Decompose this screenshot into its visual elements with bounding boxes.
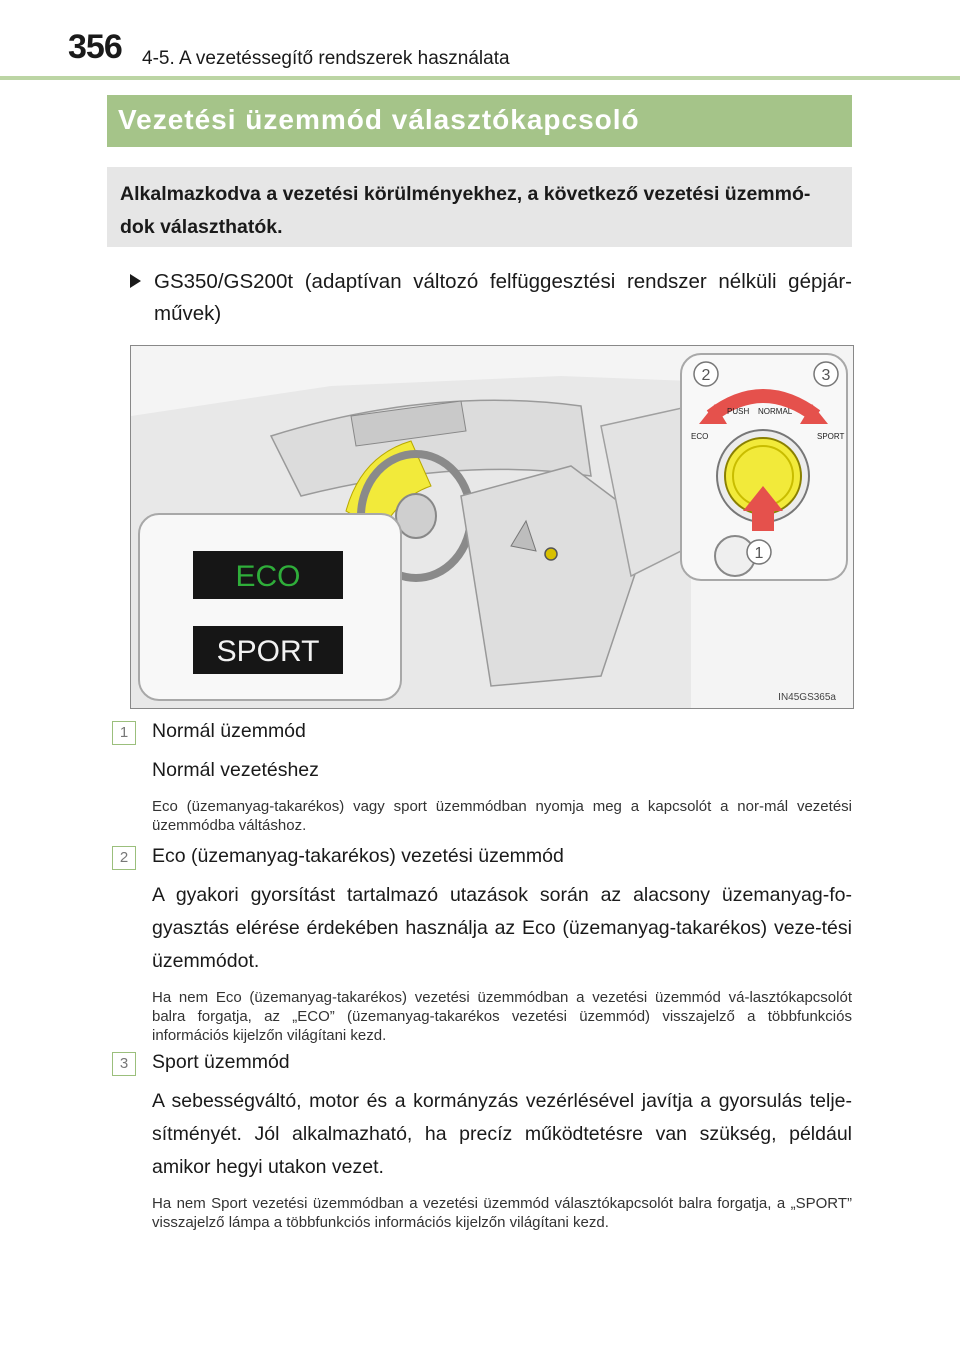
image-code: IN45GS365a <box>778 692 836 703</box>
item-note: Ha nem Eco (üzemanyag-takarékos) vezetési üzemmódban a vezetési üzemmód vá-lasztókapcsolót balra forgatja, az „ECO” (üzemanyag-takarékos vezetési üzemmód) visszajelző a többfunkciós információs kijelzőn világítani kezd. <box>152 989 852 1044</box>
item-note: Ha nem Sport vezetési üzemmódban a vezetési üzemmód választókapcsolót balra forgatja, a „SPORT” visszajelző lámpa a többfunkciós információs kijelzőn világítani kezd. <box>152 1195 852 1231</box>
item-body: A gyakori gyorsítást tartalmazó utazások során az alacsony üzemanyag-fo-gyasztás elérése érdekében használja az Eco (üzemanyag-takarékos) veze-tési üzemmódot. <box>152 884 852 972</box>
section-title: Vezetési üzemmód választókapcsoló <box>118 104 640 135</box>
illustration-figure <box>130 345 854 709</box>
knob-eco-label: ECO <box>691 432 709 441</box>
item-title: Sport üzemmód <box>152 1051 290 1073</box>
header-divider <box>0 76 960 80</box>
intro-text: Alkalmazkodva a vezetési körülményekhez, a következő vezetési üzemmó-dok választhatók. <box>120 183 811 238</box>
svg-text:3: 3 <box>821 367 831 384</box>
list-item <box>112 843 852 1045</box>
item-number-badge: 3 <box>112 1052 136 1076</box>
knob-push-label: PUSH <box>727 407 750 416</box>
variant-note <box>130 266 852 330</box>
eco-display-label: ECO <box>235 560 301 593</box>
list-item <box>112 718 852 835</box>
knob-normal-label: NORMAL <box>758 407 793 416</box>
item-body: Normál vezetéshez <box>152 759 319 781</box>
dashboard-illustration <box>131 346 853 708</box>
item-title: Normál üzemmód <box>152 720 306 742</box>
item-body: A sebességváltó, motor és a kormányzás vezérlésével javítja a gyorsulás telje-sítményét. Jól alkalmazható, ha precíz működtetésre van szükség, például amikor hegyi utakon vezet. <box>152 1090 852 1178</box>
item-number-badge: 1 <box>112 721 136 745</box>
variant-text: GS350/GS200t (adaptívan változó felfüggesztési rendszer nélküli gépjár-művek) <box>154 270 852 325</box>
svg-text:2: 2 <box>701 367 711 384</box>
svg-text:1: 1 <box>754 545 764 562</box>
section-path: 4-5. A vezetéssegítő rendszerek használata <box>142 48 510 69</box>
list-item <box>112 1049 852 1232</box>
item-number-badge: 2 <box>112 846 136 870</box>
knob-sport-label: SPORT <box>817 432 845 441</box>
item-title: Eco (üzemanyag-takarékos) vezetési üzemmód <box>152 845 564 867</box>
item-note: Eco (üzemanyag-takarékos) vagy sport üzemmódban nyomja meg a kapcsolót a nor-mál vezetési üzemmódba váltáshoz. <box>152 798 852 834</box>
sport-display-label: SPORT <box>216 635 320 668</box>
page-number: 356 <box>68 28 122 66</box>
triangle-bullet-icon <box>130 274 141 288</box>
